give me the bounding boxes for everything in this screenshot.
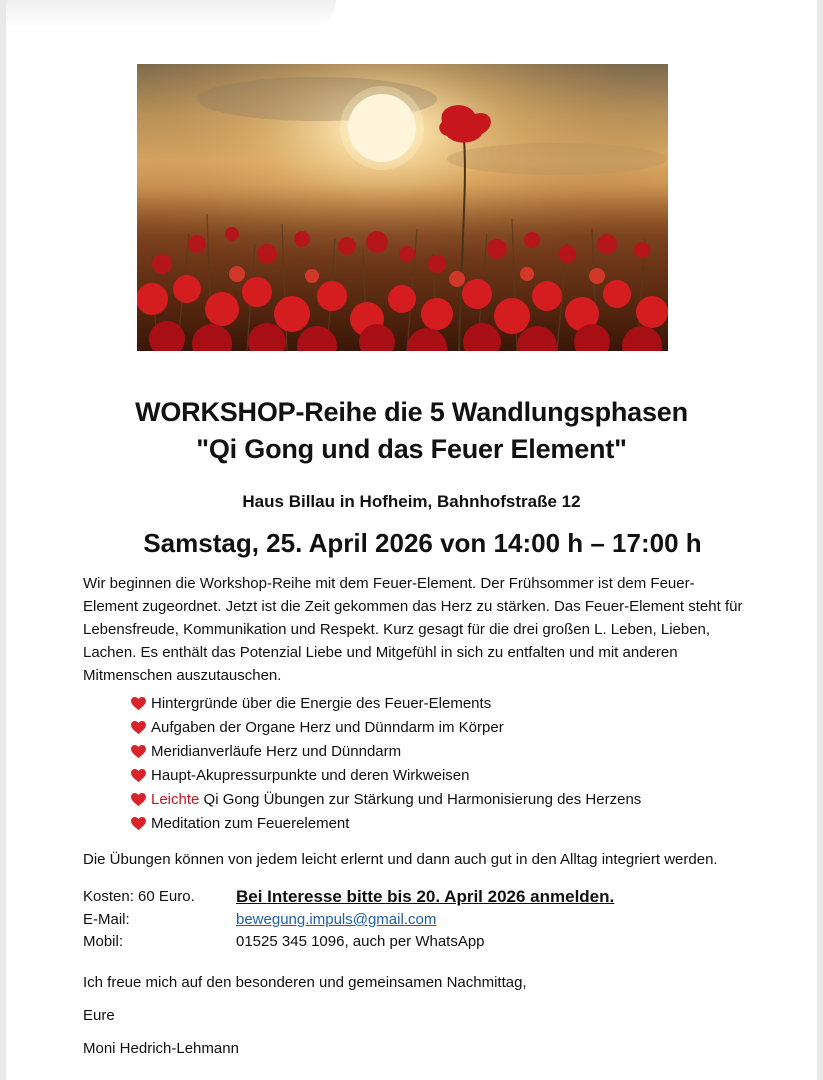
list-item	[131, 788, 771, 812]
heart-icon	[131, 769, 146, 783]
mobile-row	[83, 931, 783, 953]
intro-line: Wir beginnen die Workshop-Reihe mit dem Feuer-Element. Der Frühsommer ist dem Feuer-	[83, 575, 695, 592]
list-item	[131, 716, 771, 740]
signature-name: Moni Hedrich-Lehmann	[83, 1040, 239, 1057]
intro-line: Lachen. Es enthält das Potenzial Liebe und Mitgefühl in sich zu entfalten und mit anderen	[83, 644, 678, 661]
heart-icon	[131, 817, 146, 831]
mobile-value: 01525 345 1096, auch per WhatsApp	[236, 933, 485, 950]
heart-icon	[131, 745, 146, 759]
event-date: Samstag, 25. April 2026 von 14:00 h – 17:00 h	[143, 528, 702, 558]
list-item	[131, 692, 771, 716]
heart-icon	[131, 793, 146, 807]
list-item-text: Qi Gong Übungen zur Stärkung und Harmonisierung des Herzens	[199, 791, 642, 808]
cost-label: Kosten: 60 Euro.	[83, 888, 195, 905]
title-line-2: "Qi Gong und das Feuer Element"	[196, 434, 627, 464]
title-line-1: WORKSHOP-Reihe die 5 Wandlungsphasen	[135, 397, 688, 427]
heart-icon	[131, 697, 146, 711]
top-shadow	[6, 0, 336, 28]
list-item-text: Hintergründe über die Energie des Feuer-Elements	[151, 695, 492, 712]
list-item-text: Meditation zum Feuerelement	[151, 815, 350, 832]
email-link[interactable]: bewegung.impuls@gmail.com	[236, 911, 437, 928]
heart-icon	[131, 721, 146, 735]
list-item-text: Aufgaben der Organe Herz und Dünndarm im Körper	[151, 719, 504, 736]
email-row	[83, 909, 783, 931]
list-item-text: Haupt-Akupressurpunkte und deren Wirkweisen	[151, 767, 470, 784]
cost-row	[83, 883, 783, 909]
intro-line: Mitmenschen auszutauschen.	[83, 667, 282, 684]
list-item-text: Meridianverläufe Herz und Dünndarm	[151, 743, 402, 760]
email-label: E-Mail:	[83, 911, 130, 928]
intro-line: Lebensfreude, Kommunikation und Respekt. Kurz gesagt für die drei großen L. Leben, Lieben,	[83, 621, 711, 638]
mobile-label: Mobil:	[83, 933, 124, 950]
closing-word: Eure	[83, 1007, 115, 1024]
contact-block	[83, 883, 783, 953]
list-item	[131, 812, 771, 836]
closing-line: Ich freue mich auf den besonderen und gemeinsamen Nachmittag,	[83, 974, 527, 991]
poppy-field-photo	[137, 64, 668, 351]
venue: Haus Billau in Hofheim, Bahnhofstraße 12	[242, 492, 581, 511]
intro-line: Element zugeordnet. Jetzt ist die Zeit gekommen das Herz zu stärken. Das Feuer-Element steht für	[83, 598, 743, 615]
document-page	[6, 0, 817, 1080]
practice-note: Die Übungen können von jedem leicht erlernt und dann auch gut in den Alltag integriert werden.	[83, 851, 718, 868]
poppy-field-illustration	[137, 64, 668, 351]
list-item	[131, 764, 771, 788]
intro-paragraph	[83, 572, 753, 687]
highlight-word: Leichte	[151, 791, 200, 808]
list-item	[131, 740, 771, 764]
topic-list	[131, 692, 771, 836]
register-note: Bei Interesse bitte bis 20. April 2026 anmelden.	[236, 887, 615, 906]
